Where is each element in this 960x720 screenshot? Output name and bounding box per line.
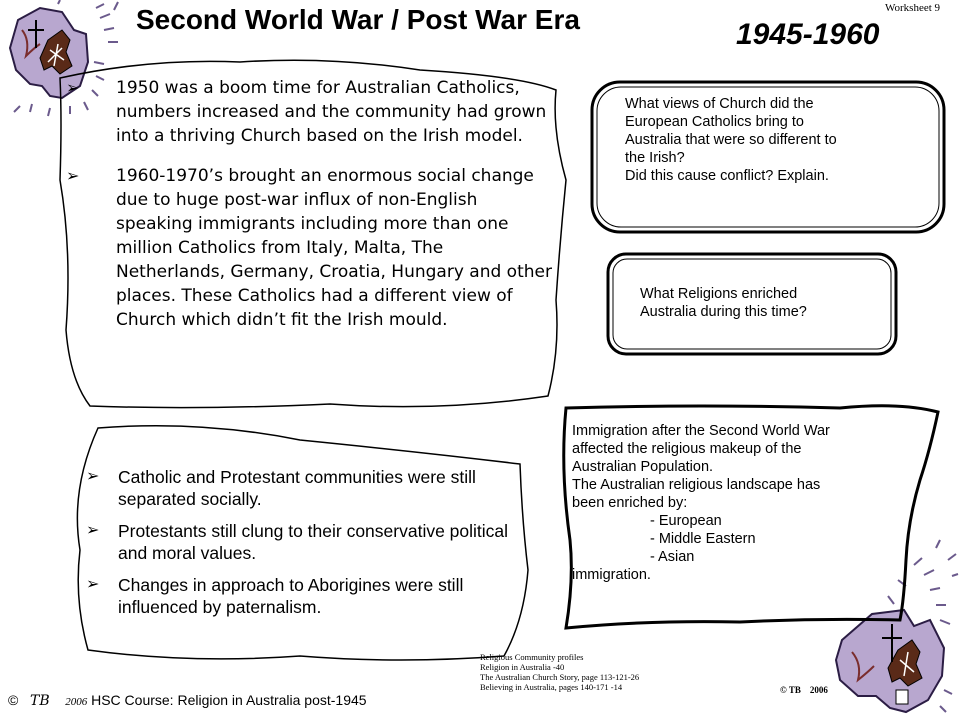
- australia-map-logo-icon: [836, 610, 944, 712]
- course-name: HSC Course: Religion in Australia post-1945: [91, 692, 367, 708]
- copyright-symbol: ©: [8, 692, 19, 708]
- list-item: [66, 76, 556, 148]
- immigration-item: - European: [650, 513, 722, 529]
- logo-initials: TB: [30, 693, 50, 709]
- bullet-arrow-icon: ➢: [86, 522, 100, 539]
- immigration-line: affected the religious makeup of the: [572, 441, 802, 457]
- immigration-line: The Australian religious landscape has: [572, 477, 821, 493]
- bullet-text: Catholic and Protestant communities were still separated socially.: [118, 467, 476, 509]
- list-item: [66, 164, 556, 332]
- bullet-text: 1950 was a boom time for Australian Catholics, numbers increased and the community had grown into a thriving Church based on the Irish model.: [116, 78, 547, 146]
- footer-year: 2006: [65, 696, 88, 708]
- main-bullet-list: [66, 76, 556, 348]
- bullet-arrow-icon: ➢: [86, 468, 100, 485]
- reference-line: Religion in Australia -40: [480, 662, 565, 672]
- footer: [8, 692, 367, 709]
- reference-line: The Australian Church Story, page 113-121-26: [480, 672, 640, 682]
- bullet-text: Protestants still clung to their conservative political and moral values.: [118, 521, 509, 563]
- page-title: Second World War / Post War Era: [136, 4, 580, 35]
- list-item: [86, 466, 516, 510]
- reference-line: Believing in Australia, pages 140-171 -14: [480, 682, 623, 692]
- era-years: 1945-1960: [736, 18, 880, 51]
- immigration-item: - Middle Eastern: [650, 531, 756, 547]
- question-box-1-text: What views of Church did the European Catholics bring to Australia that were so different to the Irish? Did this cause conflict? Explain.: [625, 96, 837, 184]
- immigration-box: [572, 422, 922, 584]
- bullet-arrow-icon: ➢: [66, 166, 80, 185]
- reference-line: Religious Community profiles: [480, 652, 584, 662]
- stamp-copyright: ©: [780, 685, 787, 695]
- immigration-item: - Asian: [650, 549, 695, 565]
- worksheet-label: Worksheet 9: [885, 2, 941, 14]
- bullet-text: Changes in approach to Aborigines were still influenced by paternalism.: [118, 575, 464, 617]
- immigration-closing: immigration.: [572, 567, 651, 583]
- immigration-line: Immigration after the Second World War: [572, 423, 830, 439]
- references: [480, 652, 639, 692]
- list-item: [86, 574, 516, 618]
- stamp-logo: TB: [788, 685, 801, 695]
- bullet-arrow-icon: ➢: [86, 576, 100, 593]
- bullet-text: 1960-1970’s brought an enormous social change due to huge post-war influx of non-English speaking immigrants including more than one million Catholics from Italy, Malta, The Netherlands, Germany, Croatia, Hungary and other places. These Catholics had a different view of Church which didn’t fit the Irish mould.: [116, 166, 552, 330]
- lower-bullet-list: [86, 466, 516, 628]
- stamp-year: 2006: [809, 685, 828, 695]
- question-box-2-text: What Religions enriched Australia during this time?: [640, 286, 807, 320]
- immigration-line: been enriched by:: [572, 495, 688, 511]
- immigration-line: Australian Population.: [572, 459, 714, 475]
- copyright-stamp: [780, 685, 828, 695]
- bullet-arrow-icon: ➢: [66, 78, 80, 97]
- list-item: [86, 520, 516, 564]
